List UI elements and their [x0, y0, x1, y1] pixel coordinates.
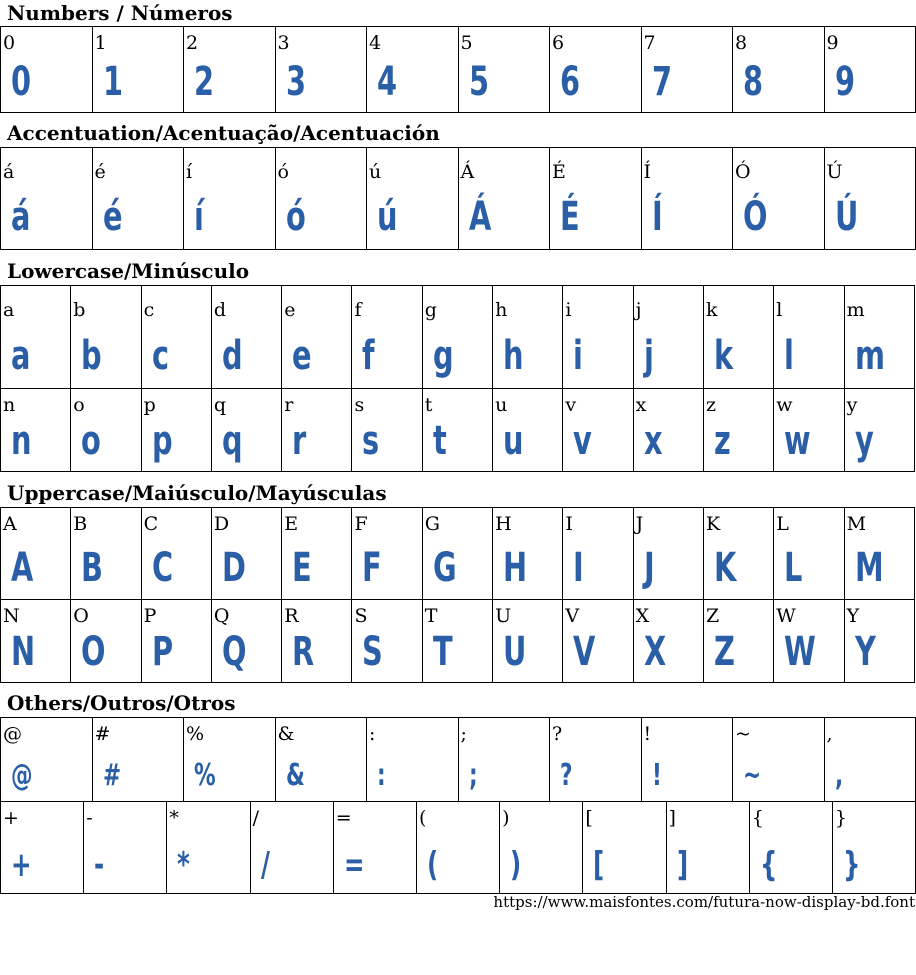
glyph-sample: @ [11, 758, 33, 793]
glyph-label: # [94, 723, 111, 745]
glyph-sample: V [573, 629, 596, 675]
glyph-label: P [143, 605, 157, 627]
glyph-sample: M [854, 545, 884, 591]
glyph-cell [367, 27, 459, 113]
glyph-sample: S [362, 629, 384, 675]
glyph-sample: y [854, 418, 874, 464]
grid-accents [0, 147, 916, 250]
glyph-cell [704, 286, 774, 389]
glyph-label: w [776, 394, 793, 416]
row-uppercase-1 [1, 508, 915, 600]
glyph-cell [563, 286, 633, 389]
glyph-cell [733, 27, 825, 113]
glyph-label: 1 [94, 32, 107, 54]
glyph-cell [184, 148, 276, 250]
glyph-label: a [3, 299, 15, 321]
glyph-cell [276, 27, 368, 113]
glyph-sample: ( [426, 845, 439, 885]
glyph-cell [423, 508, 493, 600]
glyph-label: ; [460, 723, 467, 745]
glyph-sample: ? [560, 758, 573, 793]
glyph-cell [583, 802, 666, 894]
glyph-cell [493, 286, 563, 389]
glyph-cell [1, 286, 71, 389]
glyph-label: É [552, 161, 566, 183]
glyph-label: r [284, 394, 294, 416]
glyph-label: h [495, 299, 508, 321]
glyph-sample: í [194, 194, 204, 240]
glyph-sample: 5 [468, 59, 489, 105]
glyph-sample: # [102, 758, 121, 793]
glyph-label: C [143, 513, 159, 535]
glyph-label: { [751, 807, 764, 829]
glyph-sample: k [713, 333, 734, 379]
glyph-label: 3 [277, 32, 290, 54]
glyph-label: t [424, 394, 433, 416]
glyph-cell [833, 802, 916, 894]
glyph-sample: 4 [377, 59, 398, 105]
glyph-label: E [284, 513, 299, 535]
glyph-cell [550, 27, 642, 113]
glyph-cell [774, 286, 844, 389]
grid-others [0, 717, 916, 894]
glyph-cell [142, 389, 212, 472]
glyph-cell [642, 148, 734, 250]
glyph-cell [704, 600, 774, 683]
glyph-cell [71, 389, 141, 472]
glyph-cell [352, 389, 422, 472]
glyph-label: S [354, 605, 368, 627]
row-others-2 [1, 802, 916, 894]
glyph-sample: ] [676, 845, 688, 885]
glyph-cell [459, 27, 551, 113]
glyph-label: L [776, 513, 789, 535]
glyph-sample: T [432, 629, 453, 675]
glyph-sample: , [834, 758, 843, 793]
glyph-cell [774, 508, 844, 600]
glyph-label: 2 [186, 32, 199, 54]
glyph-sample: f [362, 333, 376, 379]
glyph-label: q [213, 394, 227, 416]
glyph-label: 9 [826, 32, 839, 54]
glyph-sample: G [432, 545, 457, 591]
glyph-label: n [3, 394, 16, 416]
glyph-sample: ú [377, 194, 398, 240]
glyph-label: + [3, 807, 19, 829]
glyph-label: / [252, 807, 259, 829]
glyph-sample: 9 [834, 59, 855, 105]
glyph-label: y [846, 394, 858, 416]
glyph-sample: s [362, 418, 380, 464]
glyph-cell [84, 802, 167, 894]
glyph-label: j [635, 299, 642, 321]
glyph-label: ] [668, 807, 676, 829]
glyph-cell [550, 148, 642, 250]
glyph-sample: W [784, 629, 817, 675]
glyph-cell [71, 286, 141, 389]
glyph-cell [825, 718, 916, 802]
glyph-sample: i [573, 333, 584, 379]
glyph-cell [184, 718, 276, 802]
glyph-label: ) [502, 807, 510, 829]
glyph-label: Ú [826, 161, 843, 183]
glyph-sample: B [81, 545, 104, 591]
glyph-sample: ó [285, 194, 306, 240]
glyph-cell [184, 27, 276, 113]
glyph-cell [367, 718, 459, 802]
glyph-cell [142, 286, 212, 389]
grid-numbers [0, 26, 916, 113]
glyph-cell [642, 27, 734, 113]
glyph-sample: q [221, 418, 243, 464]
glyph-sample: 0 [11, 59, 32, 105]
glyph-cell [493, 508, 563, 600]
glyph-cell [634, 286, 704, 389]
glyph-cell [71, 508, 141, 600]
glyph-sample: z [713, 418, 731, 464]
glyph-label: A [3, 513, 17, 535]
glyph-sample: á [11, 194, 31, 240]
glyph-cell [634, 389, 704, 472]
glyph-label: x [635, 394, 647, 416]
glyph-cell [352, 286, 422, 389]
glyph-label: g [424, 299, 437, 321]
glyph-sample: H [503, 545, 528, 591]
glyph-cell [550, 718, 642, 802]
glyph-cell [282, 286, 352, 389]
glyph-label: ~ [735, 723, 751, 745]
glyph-sample: 1 [102, 59, 123, 105]
glyph-sample: x [643, 418, 663, 464]
glyph-cell [282, 389, 352, 472]
glyph-cell [282, 600, 352, 683]
glyph-sample: P [151, 629, 173, 675]
row-numbers [1, 27, 916, 113]
glyph-cell [459, 148, 551, 250]
glyph-cell [563, 389, 633, 472]
glyph-sample: C [151, 545, 173, 591]
glyph-sample: U [503, 629, 527, 675]
glyph-sample: Ú [834, 194, 858, 240]
glyph-label: í [186, 161, 193, 183]
glyph-cell [733, 718, 825, 802]
glyph-cell [634, 508, 704, 600]
glyph-label: B [73, 513, 88, 535]
glyph-sample: Q [221, 629, 247, 675]
glyph-sample: j [643, 333, 654, 379]
glyph-sample: d [221, 333, 243, 379]
glyph-label: @ [3, 723, 22, 745]
glyph-sample: D [221, 545, 246, 591]
glyph-label: H [495, 513, 512, 535]
glyph-sample: % [194, 758, 216, 793]
glyph-cell [352, 600, 422, 683]
glyph-label: 5 [460, 32, 473, 54]
glyph-sample: v [573, 418, 593, 464]
glyph-cell [417, 802, 500, 894]
glyph-sample: K [713, 545, 737, 591]
grid-uppercase [0, 507, 915, 683]
glyph-label: c [143, 299, 155, 321]
glyph-sample: X [643, 629, 666, 675]
glyph-label: O [73, 605, 89, 627]
glyph-label: b [73, 299, 86, 321]
glyph-label: Ó [735, 161, 751, 183]
glyph-label: l [776, 299, 783, 321]
glyph-sample: 8 [743, 59, 764, 105]
glyph-sample: = [343, 845, 365, 885]
glyph-label: u [495, 394, 508, 416]
glyph-cell [276, 148, 368, 250]
glyph-label: s [354, 394, 365, 416]
row-accents [1, 148, 916, 250]
glyph-sample: b [81, 333, 102, 379]
glyph-sample: N [11, 629, 36, 675]
glyph-label: 6 [552, 32, 565, 54]
glyph-cell [845, 508, 915, 600]
title-lowercase: Lowercase/Minúsculo [7, 259, 250, 283]
glyph-sample: } [842, 845, 861, 885]
glyph-label: Z [705, 605, 720, 627]
glyph-cell [642, 718, 734, 802]
glyph-sample: c [151, 333, 169, 379]
title-uppercase: Uppercase/Maiúsculo/Mayúsculas [7, 481, 387, 505]
glyph-cell [212, 286, 282, 389]
glyph-label: 8 [735, 32, 748, 54]
glyph-cell [563, 600, 633, 683]
glyph-cell [423, 389, 493, 472]
glyph-sample: u [503, 418, 524, 464]
glyph-sample: ) [510, 845, 522, 885]
glyph-label: p [143, 394, 156, 416]
glyph-sample: 6 [560, 59, 581, 105]
glyph-sample: F [362, 545, 383, 591]
glyph-cell [423, 600, 493, 683]
glyph-cell [1, 718, 93, 802]
glyph-sample: Ó [743, 194, 768, 240]
glyph-label: : [369, 723, 376, 745]
glyph-label: D [213, 513, 230, 535]
glyph-cell [93, 27, 185, 113]
glyph-label: z [705, 394, 716, 416]
glyph-label: % [186, 723, 205, 745]
glyph-label: - [86, 807, 93, 829]
glyph-label: U [495, 605, 512, 627]
glyph-cell [1, 600, 71, 683]
glyph-cell [334, 802, 417, 894]
glyph-sample: a [11, 333, 31, 379]
glyph-label: Y [846, 605, 860, 627]
glyph-sample: A [11, 545, 34, 591]
glyph-sample: [ [593, 845, 605, 885]
glyph-label: = [335, 807, 352, 829]
glyph-label: e [284, 299, 296, 321]
glyph-sample: O [81, 629, 106, 675]
glyph-sample: - [94, 845, 105, 885]
glyph-sample: h [503, 333, 524, 379]
glyph-label: ú [369, 161, 382, 183]
glyph-cell [750, 802, 833, 894]
glyph-cell [825, 148, 916, 250]
glyph-label: é [94, 161, 106, 183]
glyph-label: Á [460, 161, 475, 183]
row-lowercase-1 [1, 286, 915, 389]
glyph-label: V [565, 605, 580, 627]
grid-lowercase [0, 285, 915, 472]
glyph-label: F [354, 513, 368, 535]
glyph-label: M [846, 513, 867, 535]
glyph-label: J [635, 513, 644, 535]
glyph-sample: g [432, 333, 454, 379]
glyph-label: f [354, 299, 362, 321]
glyph-sample: + [11, 845, 32, 885]
glyph-label: } [834, 807, 847, 829]
glyph-sample: J [643, 545, 655, 591]
footer-url[interactable]: https://www.maisfontes.com/futura-now-display-bd.font [493, 893, 915, 911]
glyph-label: N [3, 605, 20, 627]
glyph-sample: w [784, 418, 811, 464]
glyph-sample: Í [651, 194, 663, 240]
glyph-sample: Y [854, 629, 876, 675]
glyph-sample: R [292, 629, 315, 675]
glyph-sample: ; [468, 758, 478, 793]
glyph-label: W [776, 605, 796, 627]
glyph-sample: & [285, 758, 305, 793]
glyph-sample: 7 [651, 59, 672, 105]
glyph-cell [1, 389, 71, 472]
glyph-label: d [213, 299, 227, 321]
glyph-label: 4 [369, 32, 382, 54]
glyph-sample: t [432, 418, 447, 464]
row-uppercase-2 [1, 600, 915, 683]
glyph-sample: p [151, 418, 173, 464]
glyph-sample: ~ [743, 758, 762, 793]
title-numbers: Numbers / Números [7, 1, 233, 25]
glyph-label: m [846, 299, 865, 321]
glyph-label: I [565, 513, 573, 535]
glyph-label: 7 [643, 32, 656, 54]
glyph-label: k [705, 299, 718, 321]
glyph-sample: : [377, 758, 386, 793]
glyph-label: 0 [3, 32, 16, 54]
glyph-cell [825, 27, 916, 113]
glyph-sample: 3 [285, 59, 306, 105]
glyph-cell [1, 148, 93, 250]
glyph-sample: m [854, 333, 885, 379]
glyph-cell [845, 389, 915, 472]
glyph-cell [845, 286, 915, 389]
glyph-cell [142, 508, 212, 600]
glyph-cell [774, 600, 844, 683]
glyph-label: Q [213, 605, 230, 627]
glyph-cell [282, 508, 352, 600]
glyph-sample: n [11, 418, 32, 464]
glyph-sample: Á [468, 194, 491, 240]
glyph-cell [500, 802, 583, 894]
glyph-cell [1, 508, 71, 600]
glyph-sample: Z [713, 629, 735, 675]
glyph-sample: I [573, 545, 585, 591]
glyph-cell [93, 718, 185, 802]
glyph-sample: l [784, 333, 795, 379]
glyph-cell [493, 600, 563, 683]
glyph-cell [1, 27, 93, 113]
glyph-label: G [424, 513, 440, 535]
glyph-label: T [424, 605, 438, 627]
glyph-sample: E [292, 545, 312, 591]
glyph-sample: É [560, 194, 580, 240]
glyph-label: * [169, 807, 179, 829]
row-others-1 [1, 718, 916, 802]
glyph-sample: { [759, 845, 778, 885]
glyph-label: R [284, 605, 299, 627]
glyph-label: X [635, 605, 650, 627]
glyph-label: ( [418, 807, 427, 829]
glyph-cell [704, 508, 774, 600]
glyph-label: , [826, 723, 833, 745]
glyph-sample: ! [651, 758, 662, 793]
glyph-cell [142, 600, 212, 683]
glyph-sample: L [784, 545, 803, 591]
glyph-cell [845, 600, 915, 683]
title-accents: Accentuation/Acentuação/Acentuación [7, 121, 440, 145]
glyph-label: v [565, 394, 577, 416]
glyph-cell [733, 148, 825, 250]
glyph-label: Í [643, 161, 652, 183]
glyph-label: i [565, 299, 572, 321]
glyph-cell [212, 389, 282, 472]
glyph-sample: é [102, 194, 123, 240]
glyph-cell [212, 600, 282, 683]
glyph-cell [704, 389, 774, 472]
glyph-cell [459, 718, 551, 802]
glyph-label: ! [643, 723, 652, 745]
glyph-cell [667, 802, 750, 894]
glyph-cell [1, 802, 84, 894]
glyph-label: á [3, 161, 15, 183]
glyph-cell [367, 148, 459, 250]
glyph-cell [167, 802, 250, 894]
glyph-sample: o [81, 418, 102, 464]
glyph-cell [563, 508, 633, 600]
glyph-cell [634, 600, 704, 683]
row-lowercase-2 [1, 389, 915, 472]
glyph-cell [493, 389, 563, 472]
glyph-sample: * [177, 845, 191, 885]
title-others: Others/Outros/Otros [7, 691, 236, 715]
glyph-sample: / [260, 845, 270, 885]
glyph-label: K [705, 513, 721, 535]
glyph-label: & [277, 723, 295, 745]
glyph-cell [774, 389, 844, 472]
glyph-label: ó [277, 161, 289, 183]
glyph-sample: e [292, 333, 312, 379]
glyph-cell [251, 802, 334, 894]
glyph-cell [71, 600, 141, 683]
glyph-cell [352, 508, 422, 600]
glyph-label: [ [585, 807, 593, 829]
glyph-cell [93, 148, 185, 250]
glyph-cell [212, 508, 282, 600]
glyph-label: ? [552, 723, 563, 745]
glyph-label: o [73, 394, 85, 416]
glyph-sample: r [292, 418, 307, 464]
glyph-sample: 2 [194, 59, 215, 105]
glyph-cell [276, 718, 368, 802]
glyph-cell [423, 286, 493, 389]
